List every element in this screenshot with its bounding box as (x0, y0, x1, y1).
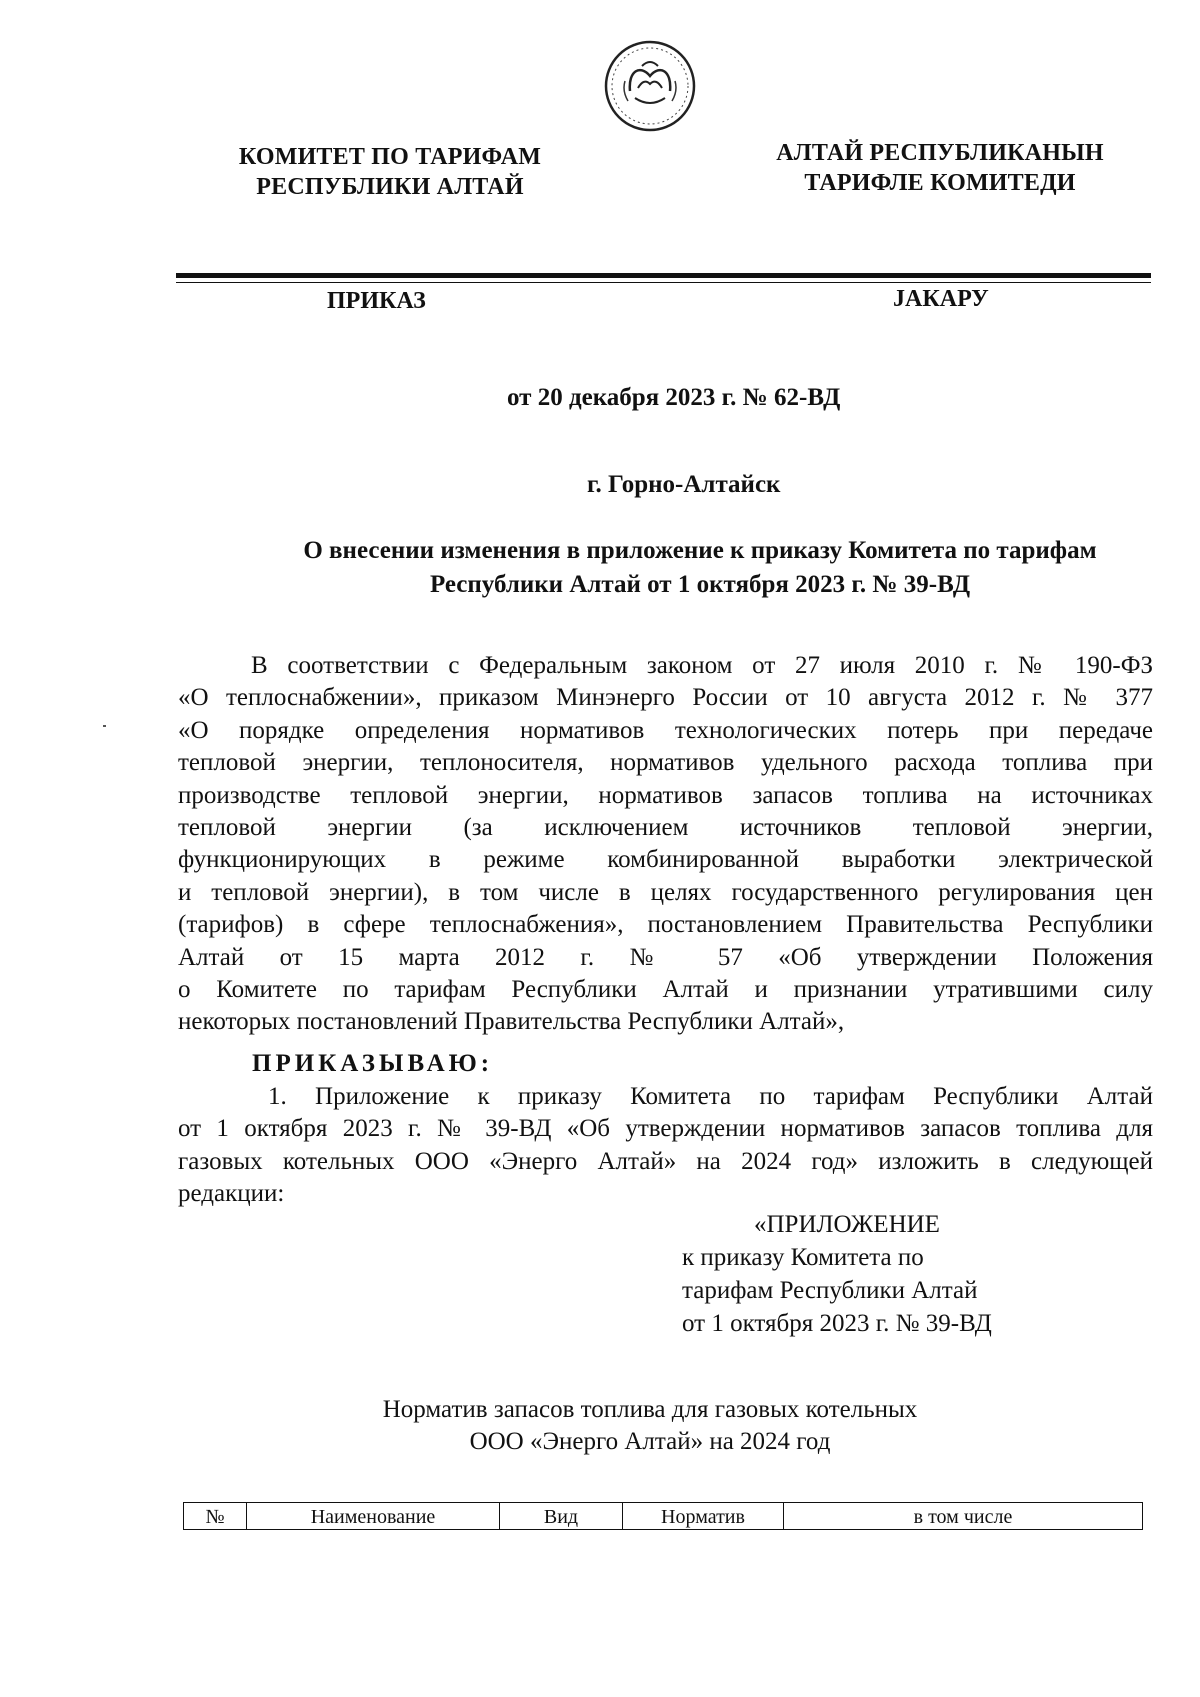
committee-name-ru-line1: КОМИТЕТ ПО ТАРИФАМ (238, 144, 542, 170)
norm-title-line2: ООО «Энерго Алтай» на 2024 год (469, 1428, 831, 1455)
header-rule-thin (176, 282, 1151, 283)
order-label-alt: JАКАРУ (893, 286, 989, 312)
preamble-line: (тарифов) в сфере теплоснабжения», постановлением Правительства Республики (178, 911, 1153, 939)
item-1-line: газовых котельных ООО «Энерго Алтай» на 2024 год» изложить в следующей (178, 1147, 1153, 1175)
appendix-line2: тарифам Республики Алтай (682, 1277, 978, 1304)
norm-title (300, 1394, 1000, 1458)
appendix-line3: от 1 октября 2023 г. № 39-ВД (682, 1310, 992, 1337)
preamble-paragraph (178, 650, 1153, 1039)
norm-table (183, 1502, 1143, 1530)
preamble-line: производстве тепловой энергии, нормативов запасов топлива на источниках (178, 781, 1153, 809)
appendix-line1: к приказу Комитета по (682, 1244, 924, 1271)
preamble-line: функционирующих в режиме комбинированной выработки электрической (178, 846, 1153, 874)
preamble-line: В соответствии с Федеральным законом от 27 июля 2010 г. № 190-ФЗ (251, 652, 1153, 679)
preamble-line: тепловой энергии, теплоносителя, нормативов удельного расхода топлива при (178, 749, 1153, 777)
order-title (240, 534, 1160, 602)
table-header-cell: Вид (500, 1503, 623, 1530)
committee-name-alt (750, 138, 1130, 198)
appendix-title: «ПРИЛОЖЕНИЕ (754, 1211, 940, 1238)
appendix-reference (682, 1208, 992, 1340)
item-1-line: редакции: (178, 1180, 285, 1208)
norm-title-line1: Норматив запасов топлива для газовых котельных (382, 1396, 918, 1423)
committee-name-alt-line2: ТАРИФЛЕ КОМИТЕДИ (804, 170, 1076, 196)
coat-of-arms-icon (600, 36, 700, 136)
table-header-cell: № (184, 1503, 247, 1530)
table-header-row (184, 1503, 1143, 1530)
order-title-line2: Республики Алтай от 1 октября 2023 г. № 39-ВД (429, 571, 971, 598)
scan-speck (103, 725, 106, 727)
committee-name-ru (210, 142, 570, 202)
table-header-cell: Норматив (623, 1503, 784, 1530)
preamble-line: Алтай от 15 марта 2012 г. № 57 «Об утверждении Положения (178, 943, 1153, 971)
item-1-line: 1. Приложение к приказу Комитета по тарифам Республики Алтай (268, 1083, 1153, 1110)
preamble-line: тепловой энергии (за исключением источников тепловой энергии, (178, 814, 1153, 842)
table-header-cell: Наименование (247, 1503, 500, 1530)
item-1-paragraph (178, 1081, 1153, 1211)
order-city: г. Горно-Алтайск (587, 471, 781, 498)
header-rule-thick (176, 273, 1151, 278)
decree-word: ПРИКАЗЫВАЮ: (252, 1050, 494, 1077)
preamble-line: некоторых постановлений Правительства Республики Алтай», (178, 1008, 845, 1036)
table-header-cell: в том числе (784, 1503, 1143, 1530)
order-title-line1: О внесении изменения в приложение к приказу Комитета по тарифам (303, 537, 1097, 564)
preamble-line: и тепловой энергии), в том числе в целях государственного регулирования цен (178, 878, 1153, 906)
preamble-line: «О теплоснабжении», приказом Минэнерго России от 10 августа 2012 г. № 377 (178, 684, 1153, 712)
item-1-line: от 1 октября 2023 г. № 39-ВД «Об утверждении нормативов запасов топлива для (178, 1115, 1153, 1143)
preamble-line: о Комитете по тарифам Республики Алтай и признании утратившими силу (178, 976, 1153, 1004)
order-date-number: от 20 декабря 2023 г. № 62-ВД (507, 384, 841, 411)
committee-name-alt-line1: АЛТАЙ РЕСПУБЛИКАНЫН (776, 140, 1104, 166)
committee-name-ru-line2: РЕСПУБЛИКИ АЛТАЙ (256, 174, 524, 200)
preamble-line: «О порядке определения нормативов технологических потерь при передаче (178, 716, 1153, 744)
order-label-ru: ПРИКАЗ (327, 288, 426, 314)
